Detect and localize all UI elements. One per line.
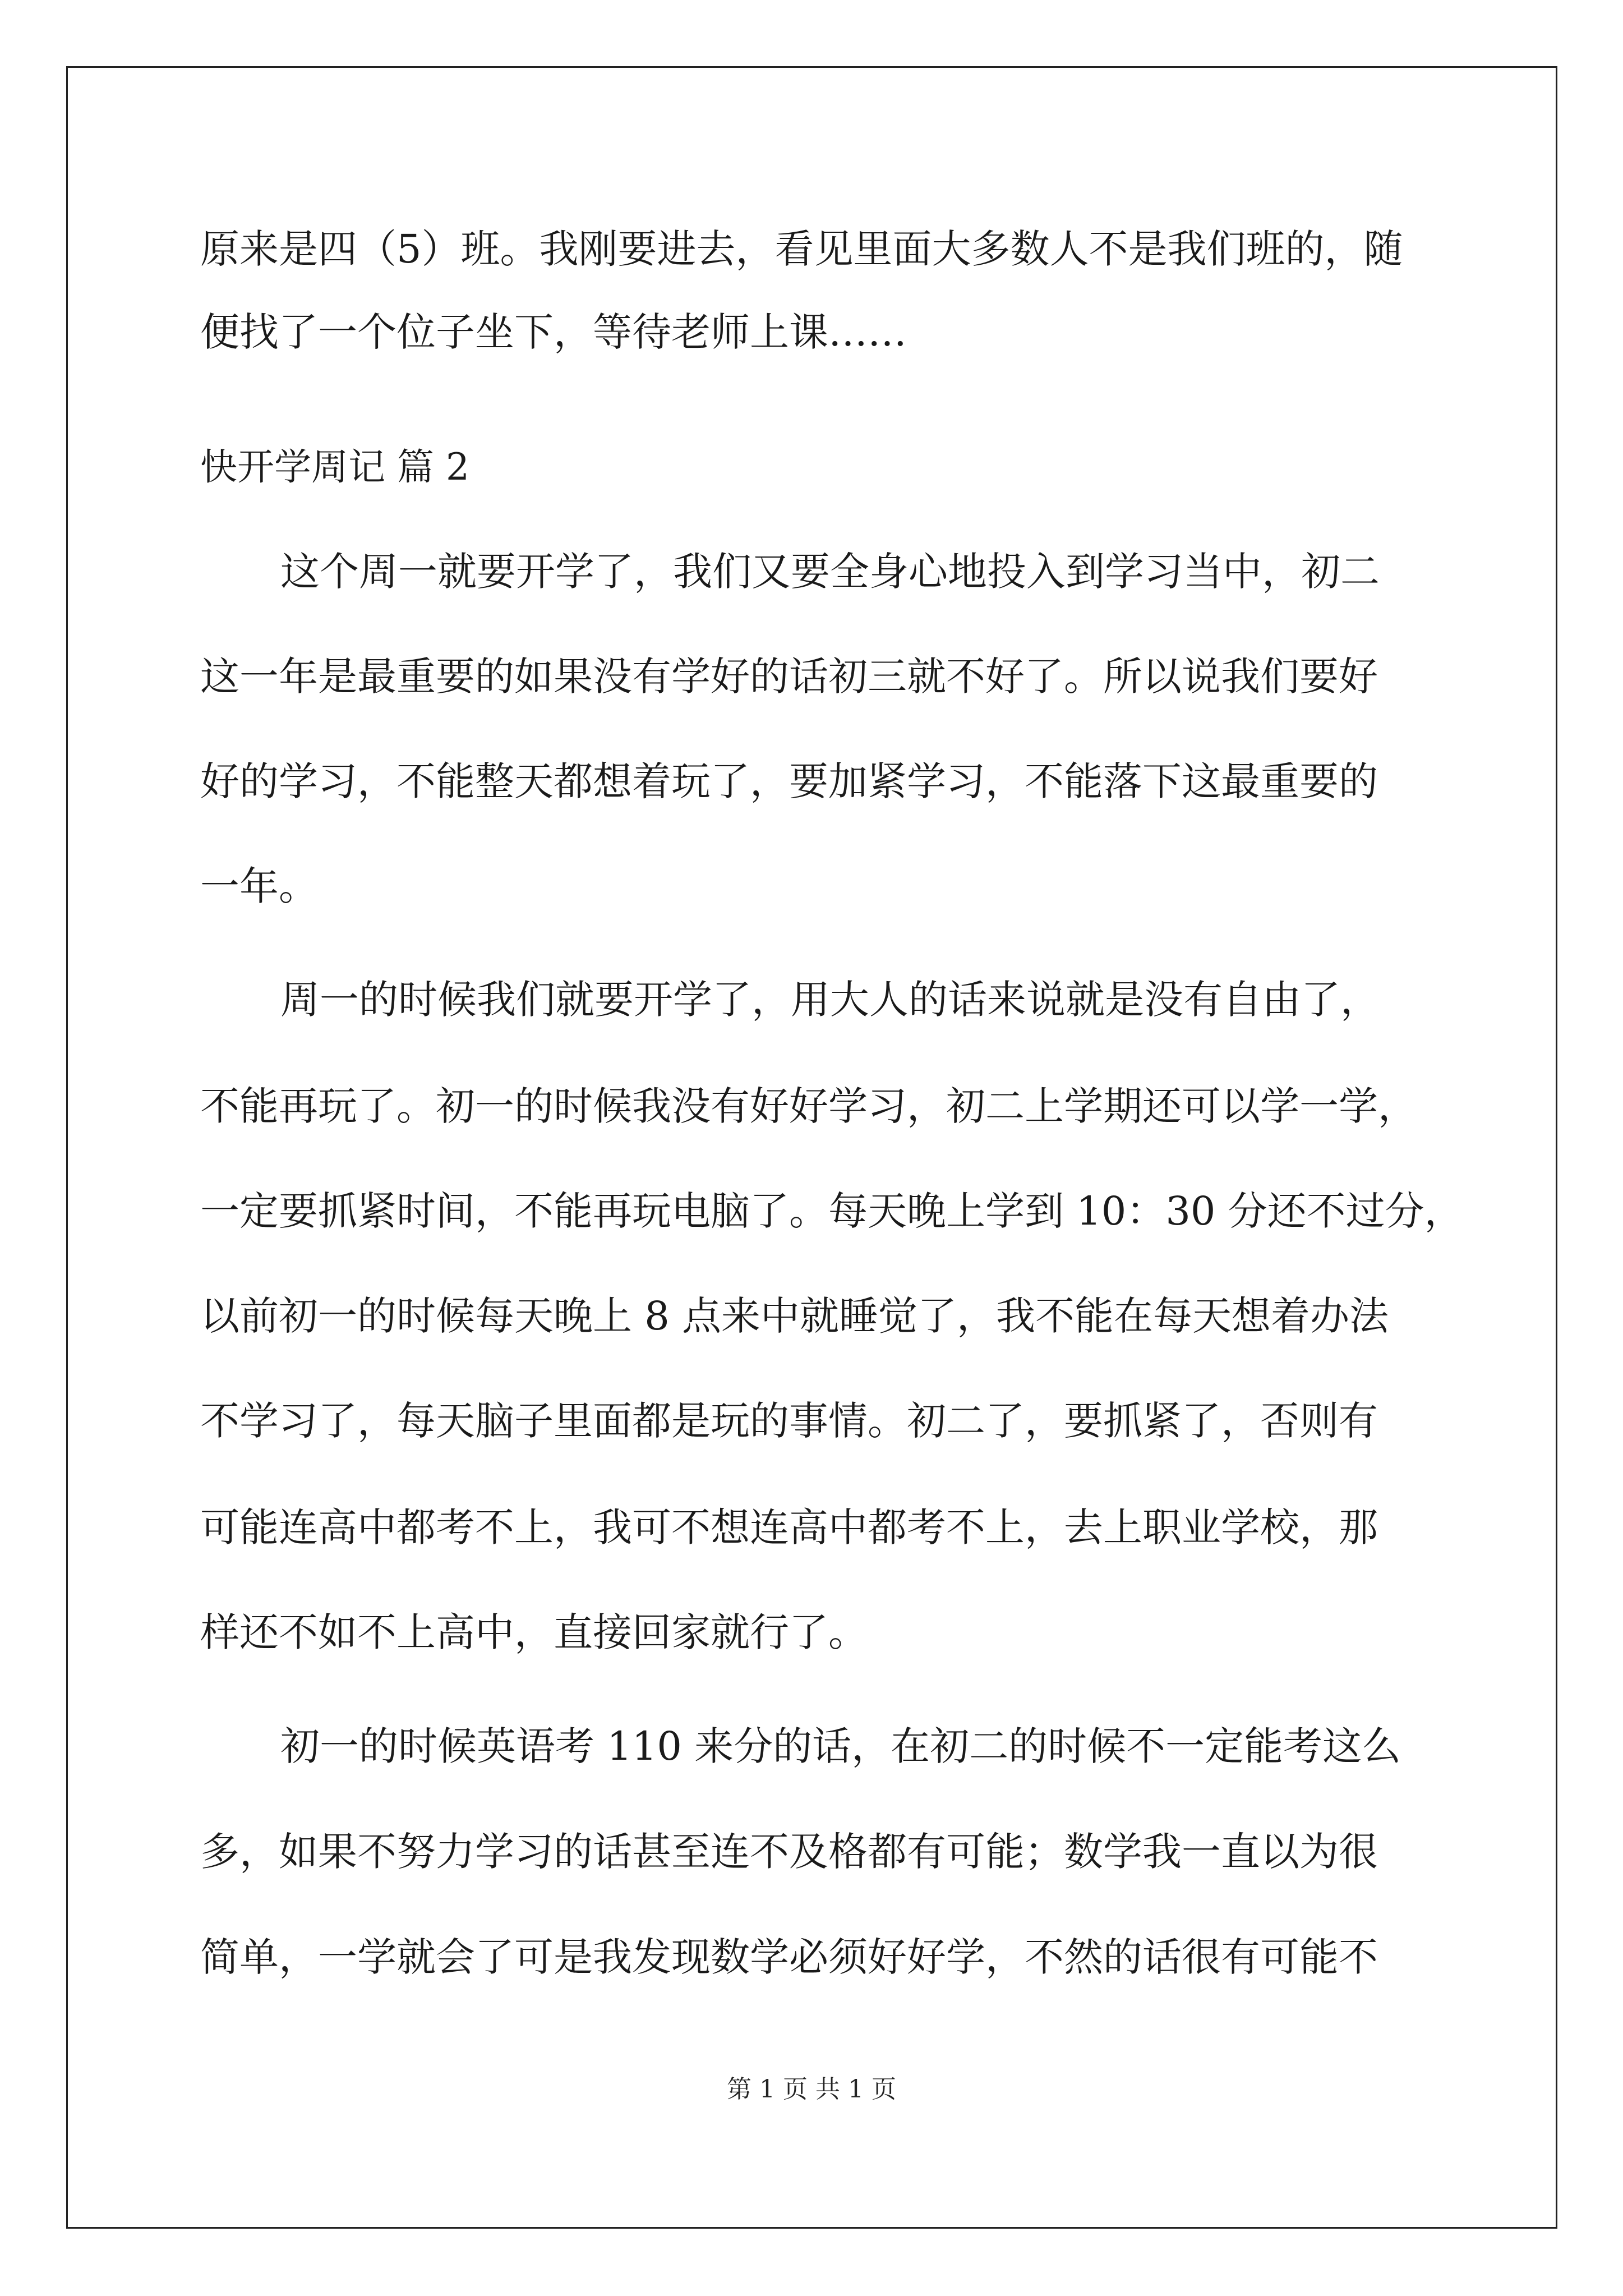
paragraph-first-line: 初一的时候英语考 110 来分的话，在初二的时候不一定能考这么	[280, 1723, 1401, 1769]
text-line: 简单，一学就会了可是我发现数学必须好好学，不然的话很有可能不	[200, 1934, 1378, 1980]
text-line: 多，如果不努力学习的话甚至连不及格都有可能；数学我一直以为很	[200, 1829, 1378, 1875]
text-line: 便找了一个位子坐下，等待老师上课……	[200, 309, 907, 355]
text-line: 一定要抓紧时间，不能再玩电脑了。每天晚上学到 10：30 分还不过分，	[200, 1188, 1464, 1234]
text-line: 不能再玩了。初一的时候我没有好好学习，初二上学期还可以学一学，	[200, 1083, 1417, 1129]
page-footer: 第 1 页 共 1 页	[727, 2075, 896, 2104]
paragraph-first-line: 这个周一就要开学了，我们又要全身心地投入到学习当中，初二	[280, 549, 1380, 595]
text-line: 可能连高中都考不上，我可不想连高中都考不上，去上职业学校，那	[200, 1504, 1378, 1550]
text-line: 好的学习，不能整天都想着玩了，要加紧学习，不能落下这最重要的	[200, 758, 1378, 804]
text-line: 这一年是最重要的如果没有学好的话初三就不好了。所以说我们要好	[200, 654, 1378, 700]
text-line: 不学习了，每天脑子里面都是玩的事情。初二了，要抓紧了，否则有	[200, 1398, 1378, 1444]
text-line: 原来是四（5）班。我刚要进去，看见里面大多数人不是我们班的，随	[200, 226, 1403, 272]
text-line: 一年。	[200, 863, 318, 909]
page-border	[66, 66, 1557, 2229]
text-line: 以前初一的时候每天晚上 8 点来中就睡觉了，我不能在每天想着办法	[200, 1293, 1389, 1339]
paragraph-first-line: 周一的时候我们就要开学了，用大人的话来说就是没有自由了，	[280, 977, 1380, 1023]
text-line: 样还不如不上高中，直接回家就行了。	[200, 1609, 868, 1655]
section-heading: 快开学周记 篇 2	[200, 445, 469, 489]
